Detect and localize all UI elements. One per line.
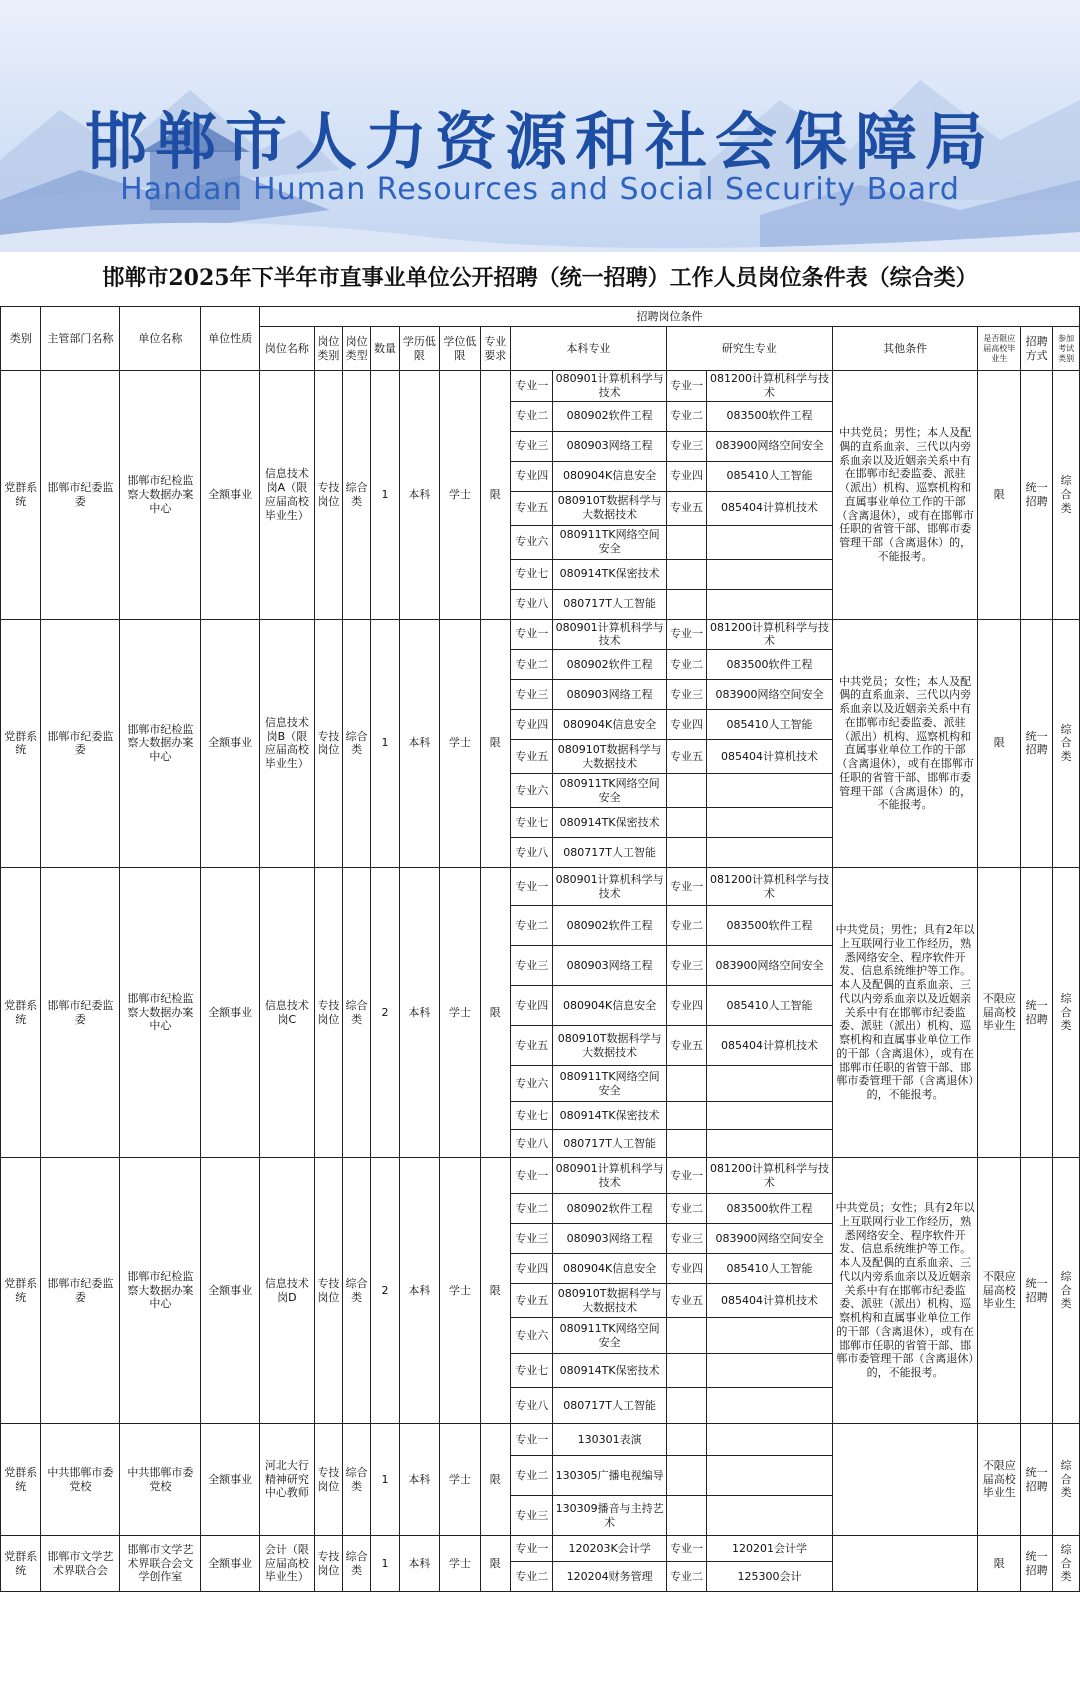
cell-post-type: 综合类: [343, 1536, 371, 1592]
postgrad-major: 085410人工智能: [707, 461, 832, 491]
major-label-pg: [666, 525, 706, 559]
major-label-ug: 专业六: [510, 525, 553, 559]
document-title: 邯郸市2025年下半年市直事业单位公开招聘（统一招聘）工作人员岗位条件表（综合类）: [102, 265, 978, 291]
major-label-ug: 专业四: [510, 710, 553, 740]
postgrad-major: 085404计算机技术: [707, 740, 832, 774]
cell-category: 党群系统: [1, 619, 41, 868]
cell-post: 会计（限应届高校毕业生）: [260, 1536, 315, 1592]
cell-post-type: 综合类: [343, 1424, 371, 1536]
postgrad-major: 085410人工智能: [707, 986, 832, 1026]
cell-count: 2: [371, 868, 399, 1158]
postgrad-major: 085410人工智能: [707, 1254, 832, 1284]
postgrad-major: 083900网络空间安全: [707, 680, 832, 710]
major-label-ug: 专业五: [510, 740, 553, 774]
header-undergrad: 本科专业: [510, 327, 666, 371]
major-label-ug: 专业二: [510, 401, 553, 431]
undergrad-major: 080914TK保密技术: [553, 1102, 666, 1130]
table-body: [1, 371, 1080, 1592]
cell-edu: 本科: [399, 619, 439, 868]
major-label-ug: 专业四: [510, 986, 553, 1026]
postgrad-major: [707, 525, 832, 559]
major-label-pg: [666, 589, 706, 619]
postgrad-major: 081200计算机科学与技术: [707, 868, 832, 906]
major-label-pg: 专业三: [666, 946, 706, 986]
major-label-pg: [666, 1130, 706, 1158]
banner: [0, 0, 1080, 252]
cell-fresh-grad: 限: [978, 619, 1021, 868]
cell-edu: 本科: [399, 1536, 439, 1592]
major-label-ug: 专业六: [510, 1318, 553, 1354]
cell-post-type: 综合类: [343, 1158, 371, 1424]
postgrad-major: [707, 1102, 832, 1130]
header-unit: 单位名称: [120, 307, 201, 371]
cell-post-cat: 专技岗位: [314, 371, 342, 620]
cell-other-conditions: [832, 1536, 978, 1592]
major-label-ug: 专业一: [510, 1536, 553, 1562]
cell-post-cat: 专技岗位: [314, 868, 342, 1158]
cell-category: 党群系统: [1, 1424, 41, 1536]
postgrad-major: [707, 1496, 832, 1536]
major-label-pg: 专业五: [666, 740, 706, 774]
major-label-pg: [666, 838, 706, 868]
postgrad-major: [707, 838, 832, 868]
major-label-ug: 专业七: [510, 1102, 553, 1130]
major-label-pg: 专业四: [666, 986, 706, 1026]
major-label-ug: 专业一: [510, 1158, 553, 1194]
cell-post-cat: 专技岗位: [314, 619, 342, 868]
cell-method: 统一招聘: [1020, 371, 1052, 620]
undergrad-major: 080914TK保密技术: [553, 559, 666, 589]
major-label-ug: 专业二: [510, 1456, 553, 1496]
undergrad-major: 130309播音与主持艺术: [553, 1496, 666, 1536]
major-label-pg: [666, 1066, 706, 1102]
postgrad-major: 125300会计: [707, 1562, 832, 1592]
cell-nature: 全额事业: [201, 868, 260, 1158]
major-label-pg: 专业五: [666, 491, 706, 525]
major-label-pg: 专业二: [666, 401, 706, 431]
major-label-ug: 专业七: [510, 808, 553, 838]
cell-other-conditions: [832, 1424, 978, 1536]
cell-req: 限: [480, 868, 510, 1158]
major-label-ug: 专业二: [510, 906, 553, 946]
cell-category: 党群系统: [1, 1536, 41, 1592]
undergrad-major: 080911TK网络空间安全: [553, 1066, 666, 1102]
postgrad-major: 083500软件工程: [707, 401, 832, 431]
cell-exam: 综合类: [1053, 619, 1080, 868]
cell-category: 党群系统: [1, 868, 41, 1158]
cell-req: 限: [480, 1158, 510, 1424]
postgrad-major: 085404计算机技术: [707, 1284, 832, 1318]
cell-degree: 学士: [440, 1158, 480, 1424]
cell-method: 统一招聘: [1020, 1424, 1052, 1536]
position-conditions-table: [0, 306, 1080, 1592]
cell-method: 统一招聘: [1020, 1536, 1052, 1592]
major-label-pg: 专业五: [666, 1026, 706, 1066]
header-exam: 参加考试类别: [1053, 327, 1080, 371]
cell-degree: 学士: [440, 1424, 480, 1536]
undergrad-major: 080914TK保密技术: [553, 808, 666, 838]
cell-other-conditions: 中共党员；男性；具有2年以上互联网行业工作经历，熟悉网络安全、程序软件开发、信息系统维护等工作。本人及配偶的直系血亲、三代以内旁系血亲以及近姻亲关系中有在邯郸市纪委监委、派驻（派出）机构、巡察机构和直属事业单位工作的干部（含离退休），或有在邯郸市任职的省管干部、邯郸市委管理干部（含离退休）的，不能报考。: [832, 868, 978, 1158]
undergrad-major: 130305广播电视编导: [553, 1456, 666, 1496]
major-label-ug: 专业五: [510, 1026, 553, 1066]
cell-post: 信息技术岗D: [260, 1158, 315, 1424]
major-label-ug: 专业三: [510, 431, 553, 461]
cell-other-conditions: 中共党员；男性；本人及配偶的直系血亲、三代以内旁系血亲以及近姻亲关系中有在邯郸市纪委监委、派驻（派出）机构、巡察机构和直属事业单位工作的干部（含离退休），或有在邯郸市任职的省管干部、邯郸市委管理干部（含离退休）的，不能报考。: [832, 371, 978, 620]
cell-unit: 邯郸市纪检监察大数据办案中心: [120, 371, 201, 620]
cell-post-type: 综合类: [343, 371, 371, 620]
undergrad-major: 080717T人工智能: [553, 1388, 666, 1424]
undergrad-major: 080901计算机科学与技术: [553, 1158, 666, 1194]
cell-degree: 学士: [440, 868, 480, 1158]
cell-method: 统一招聘: [1020, 619, 1052, 868]
undergrad-major: 080902软件工程: [553, 650, 666, 680]
major-label-ug: 专业七: [510, 559, 553, 589]
cell-unit: 邯郸市文学艺术界联合会文学创作室: [120, 1536, 201, 1592]
undergrad-major: 080904K信息安全: [553, 461, 666, 491]
postgrad-major: [707, 774, 832, 808]
cell-category: 党群系统: [1, 371, 41, 620]
undergrad-major: 130301表演: [553, 1424, 666, 1456]
header-other: 其他条件: [832, 327, 978, 371]
postgrad-major: [707, 1130, 832, 1158]
cell-degree: 学士: [440, 619, 480, 868]
undergrad-major: 080902软件工程: [553, 906, 666, 946]
undergrad-major: 080717T人工智能: [553, 838, 666, 868]
header-post: 岗位名称: [260, 327, 315, 371]
postgrad-major: 083900网络空间安全: [707, 431, 832, 461]
major-label-ug: 专业二: [510, 1194, 553, 1224]
cell-dept: 邯郸市纪委监委: [41, 619, 120, 868]
cell-req: 限: [480, 371, 510, 620]
postgrad-major: [707, 1066, 832, 1102]
major-label-ug: 专业八: [510, 1388, 553, 1424]
cell-post-cat: 专技岗位: [314, 1158, 342, 1424]
postgrad-major: [707, 1354, 832, 1388]
cell-post: 信息技术岗B（限应届高校毕业生）: [260, 619, 315, 868]
cell-edu: 本科: [399, 868, 439, 1158]
major-label-ug: 专业四: [510, 1254, 553, 1284]
postgrad-major: 081200计算机科学与技术: [707, 619, 832, 650]
major-label-ug: 专业六: [510, 1066, 553, 1102]
undergrad-major: 080904K信息安全: [553, 1254, 666, 1284]
cell-other-conditions: 中共党员；女性；具有2年以上互联网行业工作经历，熟悉网络安全、程序软件开发、信息系统维护等工作。本人及配偶的直系血亲、三代以内旁系血亲以及近姻亲关系中有在邯郸市纪委监委、派驻（派出）机构、巡察机构和直属事业单位工作的干部（含离退休），或有在邯郸市任职的省管干部、邯郸市委管理干部（含离退休）的，不能报考。: [832, 1158, 978, 1424]
cell-exam: 综合类: [1053, 1536, 1080, 1592]
undergrad-major: 080902软件工程: [553, 401, 666, 431]
major-label-ug: 专业四: [510, 461, 553, 491]
cell-nature: 全额事业: [201, 371, 260, 620]
major-label-pg: 专业四: [666, 710, 706, 740]
cell-method: 统一招聘: [1020, 1158, 1052, 1424]
undergrad-major: 080717T人工智能: [553, 589, 666, 619]
cell-edu: 本科: [399, 1158, 439, 1424]
major-label-pg: 专业二: [666, 1562, 706, 1592]
cell-exam: 综合类: [1053, 1424, 1080, 1536]
header-postgrad: 研究生专业: [666, 327, 832, 371]
header-degree: 学位低限: [440, 327, 480, 371]
cell-fresh-grad: 限: [978, 371, 1021, 620]
postgrad-major: 083500软件工程: [707, 1194, 832, 1224]
postgrad-major: 081200计算机科学与技术: [707, 371, 832, 402]
major-label-pg: 专业三: [666, 431, 706, 461]
postgrad-major: 081200计算机科学与技术: [707, 1158, 832, 1194]
cell-nature: 全额事业: [201, 619, 260, 868]
major-label-ug: 专业五: [510, 491, 553, 525]
cell-degree: 学士: [440, 1536, 480, 1592]
cell-post-type: 综合类: [343, 868, 371, 1158]
postgrad-major: 083500软件工程: [707, 650, 832, 680]
cell-post-type: 综合类: [343, 619, 371, 868]
major-label-ug: 专业三: [510, 946, 553, 986]
postgrad-major: 083900网络空间安全: [707, 1224, 832, 1254]
postgrad-major: [707, 1388, 832, 1424]
cell-category: 党群系统: [1, 1158, 41, 1424]
cell-nature: 全额事业: [201, 1158, 260, 1424]
header-count: 数量: [371, 327, 399, 371]
cell-post-cat: 专技岗位: [314, 1536, 342, 1592]
header-req: 专业要求: [480, 327, 510, 371]
cell-req: 限: [480, 1536, 510, 1592]
undergrad-major: 080903网络工程: [553, 431, 666, 461]
major-label-pg: [666, 559, 706, 589]
major-label-pg: 专业一: [666, 619, 706, 650]
undergrad-major: 080903网络工程: [553, 1224, 666, 1254]
undergrad-major: 080910T数据科学与大数据技术: [553, 491, 666, 525]
major-label-ug: 专业二: [510, 1562, 553, 1592]
undergrad-major: 080717T人工智能: [553, 1130, 666, 1158]
cell-unit: 邯郸市纪检监察大数据办案中心: [120, 868, 201, 1158]
major-label-pg: 专业一: [666, 868, 706, 906]
header-nature: 单位性质: [201, 307, 260, 371]
cell-post-cat: 专技岗位: [314, 1424, 342, 1536]
major-label-ug: 专业三: [510, 1224, 553, 1254]
postgrad-major: [707, 808, 832, 838]
cell-exam: 综合类: [1053, 371, 1080, 620]
table-row: [1, 371, 1080, 402]
major-label-pg: [666, 1496, 706, 1536]
undergrad-major: 080911TK网络空间安全: [553, 525, 666, 559]
undergrad-major: 080914TK保密技术: [553, 1354, 666, 1388]
cell-req: 限: [480, 1424, 510, 1536]
major-label-pg: [666, 1102, 706, 1130]
major-label-ug: 专业三: [510, 1496, 553, 1536]
cell-dept: 中共邯郸市委党校: [41, 1424, 120, 1536]
header-post-cat: 岗位类别: [314, 327, 342, 371]
cell-dept: 邯郸市文学艺术界联合会: [41, 1536, 120, 1592]
undergrad-major: 080910T数据科学与大数据技术: [553, 1284, 666, 1318]
undergrad-major: 080903网络工程: [553, 680, 666, 710]
undergrad-major: 080901计算机科学与技术: [553, 619, 666, 650]
major-label-ug: 专业三: [510, 680, 553, 710]
cell-method: 统一招聘: [1020, 868, 1052, 1158]
header-edu: 学历低限: [399, 327, 439, 371]
cell-unit: 邯郸市纪检监察大数据办案中心: [120, 619, 201, 868]
cell-fresh-grad: 不限应届高校毕业生: [978, 868, 1021, 1158]
major-label-pg: [666, 1424, 706, 1456]
cell-post: 信息技术岗A（限应届高校毕业生）: [260, 371, 315, 620]
postgrad-major: 085410人工智能: [707, 710, 832, 740]
cell-dept: 邯郸市纪委监委: [41, 371, 120, 620]
cell-exam: 综合类: [1053, 868, 1080, 1158]
cell-count: 1: [371, 371, 399, 620]
header-dept: 主管部门名称: [41, 307, 120, 371]
cell-count: 1: [371, 1424, 399, 1536]
postgrad-major: 083500软件工程: [707, 906, 832, 946]
major-label-ug: 专业一: [510, 868, 553, 906]
cell-fresh-grad: 不限应届高校毕业生: [978, 1424, 1021, 1536]
postgrad-major: 085404计算机技术: [707, 491, 832, 525]
cell-count: 1: [371, 619, 399, 868]
cell-post: 信息技术岗C: [260, 868, 315, 1158]
undergrad-major: 080910T数据科学与大数据技术: [553, 740, 666, 774]
undergrad-major: 080910T数据科学与大数据技术: [553, 1026, 666, 1066]
bureau-logo-english: Handan Human Resources and Social Security Board: [120, 172, 960, 207]
major-label-pg: [666, 1318, 706, 1354]
cell-count: 1: [371, 1536, 399, 1592]
cell-edu: 本科: [399, 371, 439, 620]
table-row: [1, 868, 1080, 906]
cell-other-conditions: 中共党员；女性；本人及配偶的直系血亲、三代以内旁系血亲以及近姻亲关系中有在邯郸市纪委监委、派驻（派出）机构、巡察机构和直属事业单位工作的干部（含离退休），或有在邯郸市任职的省管干部、邯郸市委管理干部（含离退休）的，不能报考。: [832, 619, 978, 868]
major-label-pg: 专业四: [666, 1254, 706, 1284]
undergrad-major: 080911TK网络空间安全: [553, 774, 666, 808]
major-label-pg: 专业三: [666, 680, 706, 710]
cell-fresh-grad: 限: [978, 1536, 1021, 1592]
table-row: [1, 619, 1080, 650]
cell-dept: 邯郸市纪委监委: [41, 868, 120, 1158]
major-label-pg: 专业二: [666, 906, 706, 946]
postgrad-major: [707, 589, 832, 619]
major-label-ug: 专业八: [510, 838, 553, 868]
undergrad-major: 080901计算机科学与技术: [553, 371, 666, 402]
major-label-pg: [666, 1354, 706, 1388]
header-category: 类别: [1, 307, 41, 371]
major-label-pg: [666, 1388, 706, 1424]
header-fresh-grad: 是否限应届高校毕业生: [978, 327, 1021, 371]
postgrad-major: [707, 1424, 832, 1456]
header-conditions-group: 招聘岗位条件: [260, 307, 1080, 327]
major-label-pg: 专业四: [666, 461, 706, 491]
undergrad-major: 080903网络工程: [553, 946, 666, 986]
major-label-ug: 专业五: [510, 1284, 553, 1318]
bureau-logo-chinese: 邯郸市人力资源和社会保障局: [84, 105, 995, 178]
cell-nature: 全额事业: [201, 1536, 260, 1592]
undergrad-major: 080901计算机科学与技术: [553, 868, 666, 906]
postgrad-major: 083900网络空间安全: [707, 946, 832, 986]
undergrad-major: 080911TK网络空间安全: [553, 1318, 666, 1354]
cell-nature: 全额事业: [201, 1424, 260, 1536]
undergrad-major: 120204财务管理: [553, 1562, 666, 1592]
cell-edu: 本科: [399, 1424, 439, 1536]
header-method: 招聘方式: [1020, 327, 1052, 371]
undergrad-major: 080902软件工程: [553, 1194, 666, 1224]
major-label-pg: [666, 1456, 706, 1496]
cell-exam: 综合类: [1053, 1158, 1080, 1424]
major-label-pg: 专业二: [666, 650, 706, 680]
postgrad-major: [707, 559, 832, 589]
undergrad-major: 080904K信息安全: [553, 986, 666, 1026]
table-row: [1, 1158, 1080, 1194]
major-label-pg: 专业一: [666, 1536, 706, 1562]
postgrad-major: [707, 1318, 832, 1354]
cell-count: 2: [371, 1158, 399, 1424]
major-label-ug: 专业一: [510, 371, 553, 402]
major-label-pg: 专业三: [666, 1224, 706, 1254]
major-label-ug: 专业一: [510, 1424, 553, 1456]
undergrad-major: 120203K会计学: [553, 1536, 666, 1562]
major-label-pg: [666, 808, 706, 838]
cell-unit: 中共邯郸市委党校: [120, 1424, 201, 1536]
major-label-pg: 专业二: [666, 1194, 706, 1224]
cell-post: 河北大行精神研究中心教师: [260, 1424, 315, 1536]
major-label-ug: 专业二: [510, 650, 553, 680]
major-label-pg: [666, 774, 706, 808]
undergrad-major: 080904K信息安全: [553, 710, 666, 740]
header-post-type: 岗位类型: [343, 327, 371, 371]
major-label-ug: 专业七: [510, 1354, 553, 1388]
major-label-ug: 专业一: [510, 619, 553, 650]
major-label-ug: 专业八: [510, 1130, 553, 1158]
postgrad-major: [707, 1456, 832, 1496]
major-label-ug: 专业六: [510, 774, 553, 808]
table-row: [1, 1424, 1080, 1456]
table-row: [1, 1536, 1080, 1562]
postgrad-major: 085404计算机技术: [707, 1026, 832, 1066]
cell-req: 限: [480, 619, 510, 868]
major-label-pg: 专业一: [666, 371, 706, 402]
cell-dept: 邯郸市纪委监委: [41, 1158, 120, 1424]
major-label-ug: 专业八: [510, 589, 553, 619]
postgrad-major: 120201会计学: [707, 1536, 832, 1562]
cell-degree: 学士: [440, 371, 480, 620]
cell-fresh-grad: 不限应届高校毕业生: [978, 1158, 1021, 1424]
cell-unit: 邯郸市纪检监察大数据办案中心: [120, 1158, 201, 1424]
major-label-pg: 专业一: [666, 1158, 706, 1194]
major-label-pg: 专业五: [666, 1284, 706, 1318]
